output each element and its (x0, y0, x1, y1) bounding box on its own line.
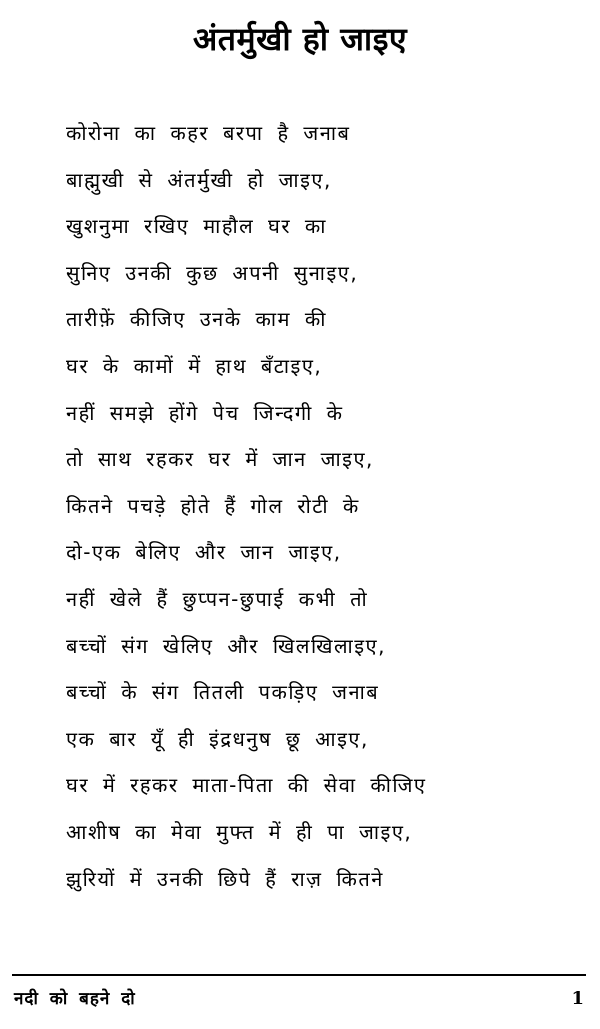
poem-body (66, 110, 580, 902)
page-number: 1 (571, 988, 584, 1009)
poem-line: खुशनुमा रखिए माहौल घर का (66, 214, 327, 239)
poem-line: सुनिए उनकी कुछ अपनी सुनाइए, (66, 260, 359, 285)
poem-line: नहीं समझे होंगे पेच जिन्दगी के (66, 400, 344, 425)
poem-line: एक बार यूँ ही इंद्रधनुष छू आइए, (66, 726, 369, 751)
poem-line: घर के कामों में हाथ बँटाइए, (66, 353, 323, 378)
footer-book-title: नदी को बहने दो (14, 989, 136, 1009)
poem-line: घर में रहकर माता-पिता की सेवा कीजिए (66, 773, 427, 798)
footer-divider (12, 974, 586, 976)
poem-line: तारीफ़ें कीजिए उनके काम की (66, 307, 327, 332)
poem-line: तो साथ रहकर घर में जान जाइए, (66, 447, 374, 472)
poem-line: बाह्मुखी से अंतर्मुखी हो जाइए, (66, 167, 332, 192)
poem-line: बच्चों संग खेलिए और खिलखिलाइए, (66, 633, 386, 658)
poem-line: कितने पचड़े होते हैं गोल रोटी के (66, 493, 360, 518)
poem-line: दो-एक बेलिए और जान जाइए, (66, 540, 342, 565)
poem-line: कोरोना का कहर बरपा है जनाब (66, 121, 351, 145)
poem-line: आशीष का मेवा मुफ्त में ही पा जाइए, (66, 819, 413, 844)
poem-line: झुरियों में उनकी छिपे हैं राज़ कितने (66, 866, 384, 891)
poem-line: बच्चों के संग तितली पकड़िए जनाब (66, 680, 380, 705)
poem-line: नहीं खेले हैं छुप्पन-छुपाई कभी तो (66, 586, 369, 611)
poem-title: अंतर्मुखी हो जाइए (192, 20, 408, 58)
